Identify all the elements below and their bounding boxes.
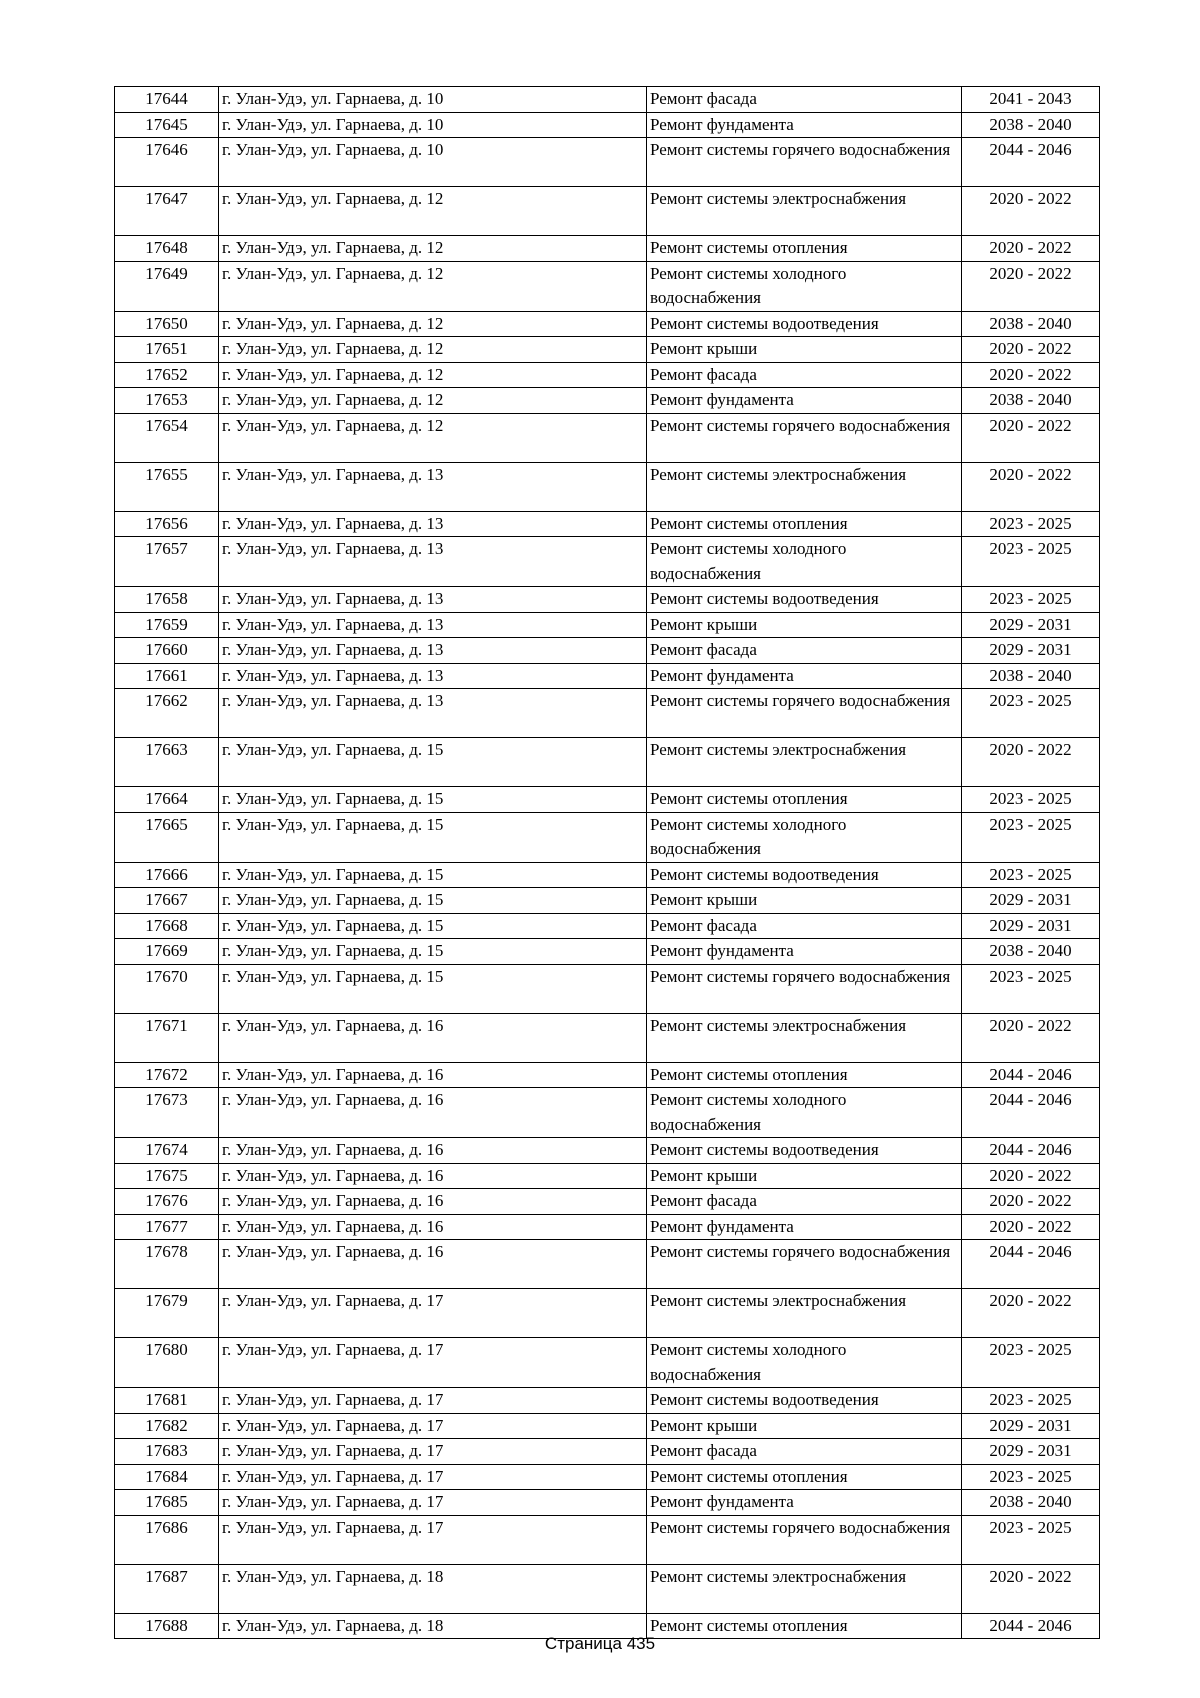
work-type-cell: Ремонт крыши	[647, 888, 962, 914]
row-number-cell: 17675	[115, 1163, 219, 1189]
address-cell: г. Улан-Удэ, ул. Гарнаева, д. 17	[219, 1338, 647, 1388]
address-cell: г. Улан-Удэ, ул. Гарнаева, д. 15	[219, 888, 647, 914]
address-cell: г. Улан-Удэ, ул. Гарнаева, д. 15	[219, 812, 647, 862]
period-cell: 2044 - 2046	[962, 1240, 1100, 1289]
table-row	[115, 236, 1100, 262]
row-number-cell: 17673	[115, 1088, 219, 1138]
row-number-cell: 17657	[115, 537, 219, 587]
work-type-cell: Ремонт крыши	[647, 1413, 962, 1439]
table-row	[115, 689, 1100, 738]
period-cell: 2023 - 2025	[962, 1464, 1100, 1490]
row-number-cell: 17681	[115, 1388, 219, 1414]
row-number-cell: 17678	[115, 1240, 219, 1289]
row-number-cell: 17669	[115, 939, 219, 965]
address-cell: г. Улан-Удэ, ул. Гарнаева, д. 17	[219, 1413, 647, 1439]
period-cell: 2038 - 2040	[962, 663, 1100, 689]
period-cell: 2038 - 2040	[962, 388, 1100, 414]
period-cell: 2023 - 2025	[962, 587, 1100, 613]
address-cell: г. Улан-Удэ, ул. Гарнаева, д. 16	[219, 1163, 647, 1189]
work-type-cell: Ремонт системы горячего водоснабжения	[647, 689, 962, 738]
address-cell: г. Улан-Удэ, ул. Гарнаева, д. 17	[219, 1439, 647, 1465]
address-cell: г. Улан-Удэ, ул. Гарнаева, д. 12	[219, 337, 647, 363]
period-cell: 2023 - 2025	[962, 964, 1100, 1013]
work-type-cell: Ремонт системы отопления	[647, 511, 962, 537]
table-row	[115, 187, 1100, 236]
work-type-cell: Ремонт фасада	[647, 87, 962, 113]
address-cell: г. Улан-Удэ, ул. Гарнаева, д. 15	[219, 964, 647, 1013]
address-cell: г. Улан-Удэ, ул. Гарнаева, д. 16	[219, 1138, 647, 1164]
table-row	[115, 1138, 1100, 1164]
table-row	[115, 1490, 1100, 1516]
table-row	[115, 1189, 1100, 1215]
address-cell: г. Улан-Удэ, ул. Гарнаева, д. 18	[219, 1564, 647, 1613]
work-type-cell: Ремонт системы отопления	[647, 1464, 962, 1490]
row-number-cell: 17685	[115, 1490, 219, 1516]
table-row	[115, 112, 1100, 138]
period-cell: 2044 - 2046	[962, 1138, 1100, 1164]
work-type-cell: Ремонт системы электроснабжения	[647, 462, 962, 511]
table-row	[115, 862, 1100, 888]
period-cell: 2029 - 2031	[962, 638, 1100, 664]
row-number-cell: 17647	[115, 187, 219, 236]
address-cell: г. Улан-Удэ, ул. Гарнаева, д. 13	[219, 537, 647, 587]
address-cell: г. Улан-Удэ, ул. Гарнаева, д. 17	[219, 1490, 647, 1516]
period-cell: 2044 - 2046	[962, 1088, 1100, 1138]
row-number-cell: 17674	[115, 1138, 219, 1164]
period-cell: 2023 - 2025	[962, 511, 1100, 537]
table-row	[115, 362, 1100, 388]
work-type-cell: Ремонт фундамента	[647, 1490, 962, 1516]
repair-schedule-table	[114, 86, 1100, 1639]
table-row	[115, 1013, 1100, 1062]
table-row	[115, 638, 1100, 664]
work-type-cell: Ремонт системы отопления	[647, 236, 962, 262]
address-cell: г. Улан-Удэ, ул. Гарнаева, д. 17	[219, 1388, 647, 1414]
address-cell: г. Улан-Удэ, ул. Гарнаева, д. 16	[219, 1062, 647, 1088]
row-number-cell: 17651	[115, 337, 219, 363]
table-body	[115, 87, 1100, 1639]
row-number-cell: 17670	[115, 964, 219, 1013]
row-number-cell: 17672	[115, 1062, 219, 1088]
table-row	[115, 388, 1100, 414]
work-type-cell: Ремонт системы холодного водоснабжения	[647, 1088, 962, 1138]
row-number-cell: 17658	[115, 587, 219, 613]
period-cell: 2020 - 2022	[962, 1564, 1100, 1613]
period-cell: 2029 - 2031	[962, 1439, 1100, 1465]
work-type-cell: Ремонт системы отопления	[647, 787, 962, 813]
period-cell: 2020 - 2022	[962, 1214, 1100, 1240]
table-row	[115, 1289, 1100, 1338]
row-number-cell: 17680	[115, 1338, 219, 1388]
table-row	[115, 138, 1100, 187]
address-cell: г. Улан-Удэ, ул. Гарнаева, д. 10	[219, 87, 647, 113]
row-number-cell: 17668	[115, 913, 219, 939]
table-row	[115, 738, 1100, 787]
period-cell: 2029 - 2031	[962, 612, 1100, 638]
row-number-cell: 17655	[115, 462, 219, 511]
table-row	[115, 812, 1100, 862]
period-cell: 2029 - 2031	[962, 888, 1100, 914]
period-cell: 2023 - 2025	[962, 1515, 1100, 1564]
address-cell: г. Улан-Удэ, ул. Гарнаева, д. 18	[219, 1613, 647, 1639]
row-number-cell: 17649	[115, 261, 219, 311]
table-row	[115, 311, 1100, 337]
period-cell: 2044 - 2046	[962, 1613, 1100, 1639]
address-cell: г. Улан-Удэ, ул. Гарнаева, д. 12	[219, 362, 647, 388]
work-type-cell: Ремонт системы горячего водоснабжения	[647, 964, 962, 1013]
address-cell: г. Улан-Удэ, ул. Гарнаева, д. 15	[219, 738, 647, 787]
work-type-cell: Ремонт системы водоотведения	[647, 862, 962, 888]
work-type-cell: Ремонт крыши	[647, 337, 962, 363]
address-cell: г. Улан-Удэ, ул. Гарнаева, д. 17	[219, 1464, 647, 1490]
period-cell: 2041 - 2043	[962, 87, 1100, 113]
row-number-cell: 17660	[115, 638, 219, 664]
address-cell: г. Улан-Удэ, ул. Гарнаева, д. 16	[219, 1189, 647, 1215]
row-number-cell: 17644	[115, 87, 219, 113]
row-number-cell: 17687	[115, 1564, 219, 1613]
period-cell: 2038 - 2040	[962, 1490, 1100, 1516]
table-row	[115, 1163, 1100, 1189]
address-cell: г. Улан-Удэ, ул. Гарнаева, д. 16	[219, 1088, 647, 1138]
work-type-cell: Ремонт системы холодного водоснабжения	[647, 1338, 962, 1388]
table-row	[115, 913, 1100, 939]
address-cell: г. Улан-Удэ, ул. Гарнаева, д. 15	[219, 939, 647, 965]
address-cell: г. Улан-Удэ, ул. Гарнаева, д. 15	[219, 862, 647, 888]
table-row	[115, 261, 1100, 311]
work-type-cell: Ремонт фундамента	[647, 939, 962, 965]
period-cell: 2020 - 2022	[962, 1189, 1100, 1215]
work-type-cell: Ремонт системы холодного водоснабжения	[647, 812, 962, 862]
address-cell: г. Улан-Удэ, ул. Гарнаева, д. 12	[219, 311, 647, 337]
period-cell: 2044 - 2046	[962, 138, 1100, 187]
row-number-cell: 17676	[115, 1189, 219, 1215]
work-type-cell: Ремонт фундамента	[647, 663, 962, 689]
period-cell: 2023 - 2025	[962, 537, 1100, 587]
work-type-cell: Ремонт системы электроснабжения	[647, 1564, 962, 1613]
period-cell: 2020 - 2022	[962, 337, 1100, 363]
work-type-cell: Ремонт системы горячего водоснабжения	[647, 1240, 962, 1289]
address-cell: г. Улан-Удэ, ул. Гарнаева, д. 13	[219, 612, 647, 638]
table-row	[115, 1413, 1100, 1439]
row-number-cell: 17671	[115, 1013, 219, 1062]
table-row	[115, 888, 1100, 914]
period-cell: 2023 - 2025	[962, 812, 1100, 862]
work-type-cell: Ремонт фасада	[647, 1189, 962, 1215]
work-type-cell: Ремонт системы электроснабжения	[647, 738, 962, 787]
address-cell: г. Улан-Удэ, ул. Гарнаева, д. 17	[219, 1289, 647, 1338]
work-type-cell: Ремонт системы отопления	[647, 1613, 962, 1639]
row-number-cell: 17652	[115, 362, 219, 388]
table-row	[115, 1388, 1100, 1414]
page-number: Страница 435	[544, 1634, 656, 1653]
period-cell: 2020 - 2022	[962, 413, 1100, 462]
table-row	[115, 1439, 1100, 1465]
table-row	[115, 1515, 1100, 1564]
table-row	[115, 537, 1100, 587]
work-type-cell: Ремонт фундамента	[647, 112, 962, 138]
row-number-cell: 17659	[115, 612, 219, 638]
address-cell: г. Улан-Удэ, ул. Гарнаева, д. 13	[219, 638, 647, 664]
address-cell: г. Улан-Удэ, ул. Гарнаева, д. 13	[219, 462, 647, 511]
row-number-cell: 17679	[115, 1289, 219, 1338]
address-cell: г. Улан-Удэ, ул. Гарнаева, д. 15	[219, 787, 647, 813]
period-cell: 2020 - 2022	[962, 236, 1100, 262]
period-cell: 2020 - 2022	[962, 1013, 1100, 1062]
address-cell: г. Улан-Удэ, ул. Гарнаева, д. 13	[219, 587, 647, 613]
row-number-cell: 17662	[115, 689, 219, 738]
row-number-cell: 17654	[115, 413, 219, 462]
work-type-cell: Ремонт фундамента	[647, 1214, 962, 1240]
address-cell: г. Улан-Удэ, ул. Гарнаева, д. 10	[219, 112, 647, 138]
period-cell: 2038 - 2040	[962, 112, 1100, 138]
work-type-cell: Ремонт системы водоотведения	[647, 1138, 962, 1164]
table-row	[115, 1062, 1100, 1088]
period-cell: 2023 - 2025	[962, 787, 1100, 813]
table-row	[115, 964, 1100, 1013]
work-type-cell: Ремонт фундамента	[647, 388, 962, 414]
period-cell: 2023 - 2025	[962, 689, 1100, 738]
work-type-cell: Ремонт системы горячего водоснабжения	[647, 138, 962, 187]
table-row	[115, 87, 1100, 113]
table-row	[115, 413, 1100, 462]
work-type-cell: Ремонт системы водоотведения	[647, 1388, 962, 1414]
address-cell: г. Улан-Удэ, ул. Гарнаева, д. 12	[219, 388, 647, 414]
table-row	[115, 787, 1100, 813]
address-cell: г. Улан-Удэ, ул. Гарнаева, д. 13	[219, 689, 647, 738]
work-type-cell: Ремонт системы горячего водоснабжения	[647, 413, 962, 462]
row-number-cell: 17684	[115, 1464, 219, 1490]
table-row	[115, 587, 1100, 613]
table-row	[115, 939, 1100, 965]
address-cell: г. Улан-Удэ, ул. Гарнаева, д. 16	[219, 1214, 647, 1240]
row-number-cell: 17663	[115, 738, 219, 787]
table-row	[115, 462, 1100, 511]
period-cell: 2029 - 2031	[962, 913, 1100, 939]
address-cell: г. Улан-Удэ, ул. Гарнаева, д. 12	[219, 187, 647, 236]
row-number-cell: 17667	[115, 888, 219, 914]
table-row	[115, 337, 1100, 363]
address-cell: г. Улан-Удэ, ул. Гарнаева, д. 12	[219, 413, 647, 462]
row-number-cell: 17666	[115, 862, 219, 888]
address-cell: г. Улан-Удэ, ул. Гарнаева, д. 10	[219, 138, 647, 187]
period-cell: 2029 - 2031	[962, 1413, 1100, 1439]
row-number-cell: 17682	[115, 1413, 219, 1439]
table-row	[115, 612, 1100, 638]
table-row	[115, 1088, 1100, 1138]
period-cell: 2038 - 2040	[962, 939, 1100, 965]
row-number-cell: 17650	[115, 311, 219, 337]
row-number-cell: 17665	[115, 812, 219, 862]
work-type-cell: Ремонт фасада	[647, 913, 962, 939]
period-cell: 2044 - 2046	[962, 1062, 1100, 1088]
period-cell: 2020 - 2022	[962, 1163, 1100, 1189]
row-number-cell: 17688	[115, 1613, 219, 1639]
row-number-cell: 17664	[115, 787, 219, 813]
address-cell: г. Улан-Удэ, ул. Гарнаева, д. 15	[219, 913, 647, 939]
period-cell: 2020 - 2022	[962, 462, 1100, 511]
table-row	[115, 1338, 1100, 1388]
work-type-cell: Ремонт системы электроснабжения	[647, 187, 962, 236]
address-cell: г. Улан-Удэ, ул. Гарнаева, д. 16	[219, 1013, 647, 1062]
period-cell: 2020 - 2022	[962, 261, 1100, 311]
row-number-cell: 17683	[115, 1439, 219, 1465]
address-cell: г. Улан-Удэ, ул. Гарнаева, д. 12	[219, 261, 647, 311]
row-number-cell: 17646	[115, 138, 219, 187]
work-type-cell: Ремонт фасада	[647, 362, 962, 388]
table-row	[115, 511, 1100, 537]
period-cell: 2038 - 2040	[962, 311, 1100, 337]
period-cell: 2020 - 2022	[962, 1289, 1100, 1338]
work-type-cell: Ремонт крыши	[647, 612, 962, 638]
work-type-cell: Ремонт системы водоотведения	[647, 587, 962, 613]
address-cell: г. Улан-Удэ, ул. Гарнаева, д. 13	[219, 663, 647, 689]
work-type-cell: Ремонт системы холодного водоснабжения	[647, 261, 962, 311]
row-number-cell: 17686	[115, 1515, 219, 1564]
work-type-cell: Ремонт системы электроснабжения	[647, 1289, 962, 1338]
table-row	[115, 1214, 1100, 1240]
work-type-cell: Ремонт системы электроснабжения	[647, 1013, 962, 1062]
row-number-cell: 17648	[115, 236, 219, 262]
address-cell: г. Улан-Удэ, ул. Гарнаева, д. 16	[219, 1240, 647, 1289]
table-row	[115, 1564, 1100, 1613]
address-cell: г. Улан-Удэ, ул. Гарнаева, д. 12	[219, 236, 647, 262]
period-cell: 2023 - 2025	[962, 1388, 1100, 1414]
row-number-cell: 17645	[115, 112, 219, 138]
row-number-cell: 17677	[115, 1214, 219, 1240]
row-number-cell: 17661	[115, 663, 219, 689]
work-type-cell: Ремонт системы отопления	[647, 1062, 962, 1088]
work-type-cell: Ремонт фасада	[647, 638, 962, 664]
period-cell: 2023 - 2025	[962, 862, 1100, 888]
work-type-cell: Ремонт системы горячего водоснабжения	[647, 1515, 962, 1564]
table-row	[115, 1464, 1100, 1490]
address-cell: г. Улан-Удэ, ул. Гарнаева, д. 17	[219, 1515, 647, 1564]
period-cell: 2020 - 2022	[962, 187, 1100, 236]
period-cell: 2020 - 2022	[962, 738, 1100, 787]
work-type-cell: Ремонт системы холодного водоснабжения	[647, 537, 962, 587]
period-cell: 2023 - 2025	[962, 1338, 1100, 1388]
period-cell: 2020 - 2022	[962, 362, 1100, 388]
table-row	[115, 663, 1100, 689]
row-number-cell: 17653	[115, 388, 219, 414]
work-type-cell: Ремонт фасада	[647, 1439, 962, 1465]
row-number-cell: 17656	[115, 511, 219, 537]
work-type-cell: Ремонт крыши	[647, 1163, 962, 1189]
table-row	[115, 1240, 1100, 1289]
address-cell: г. Улан-Удэ, ул. Гарнаева, д. 13	[219, 511, 647, 537]
work-type-cell: Ремонт системы водоотведения	[647, 311, 962, 337]
